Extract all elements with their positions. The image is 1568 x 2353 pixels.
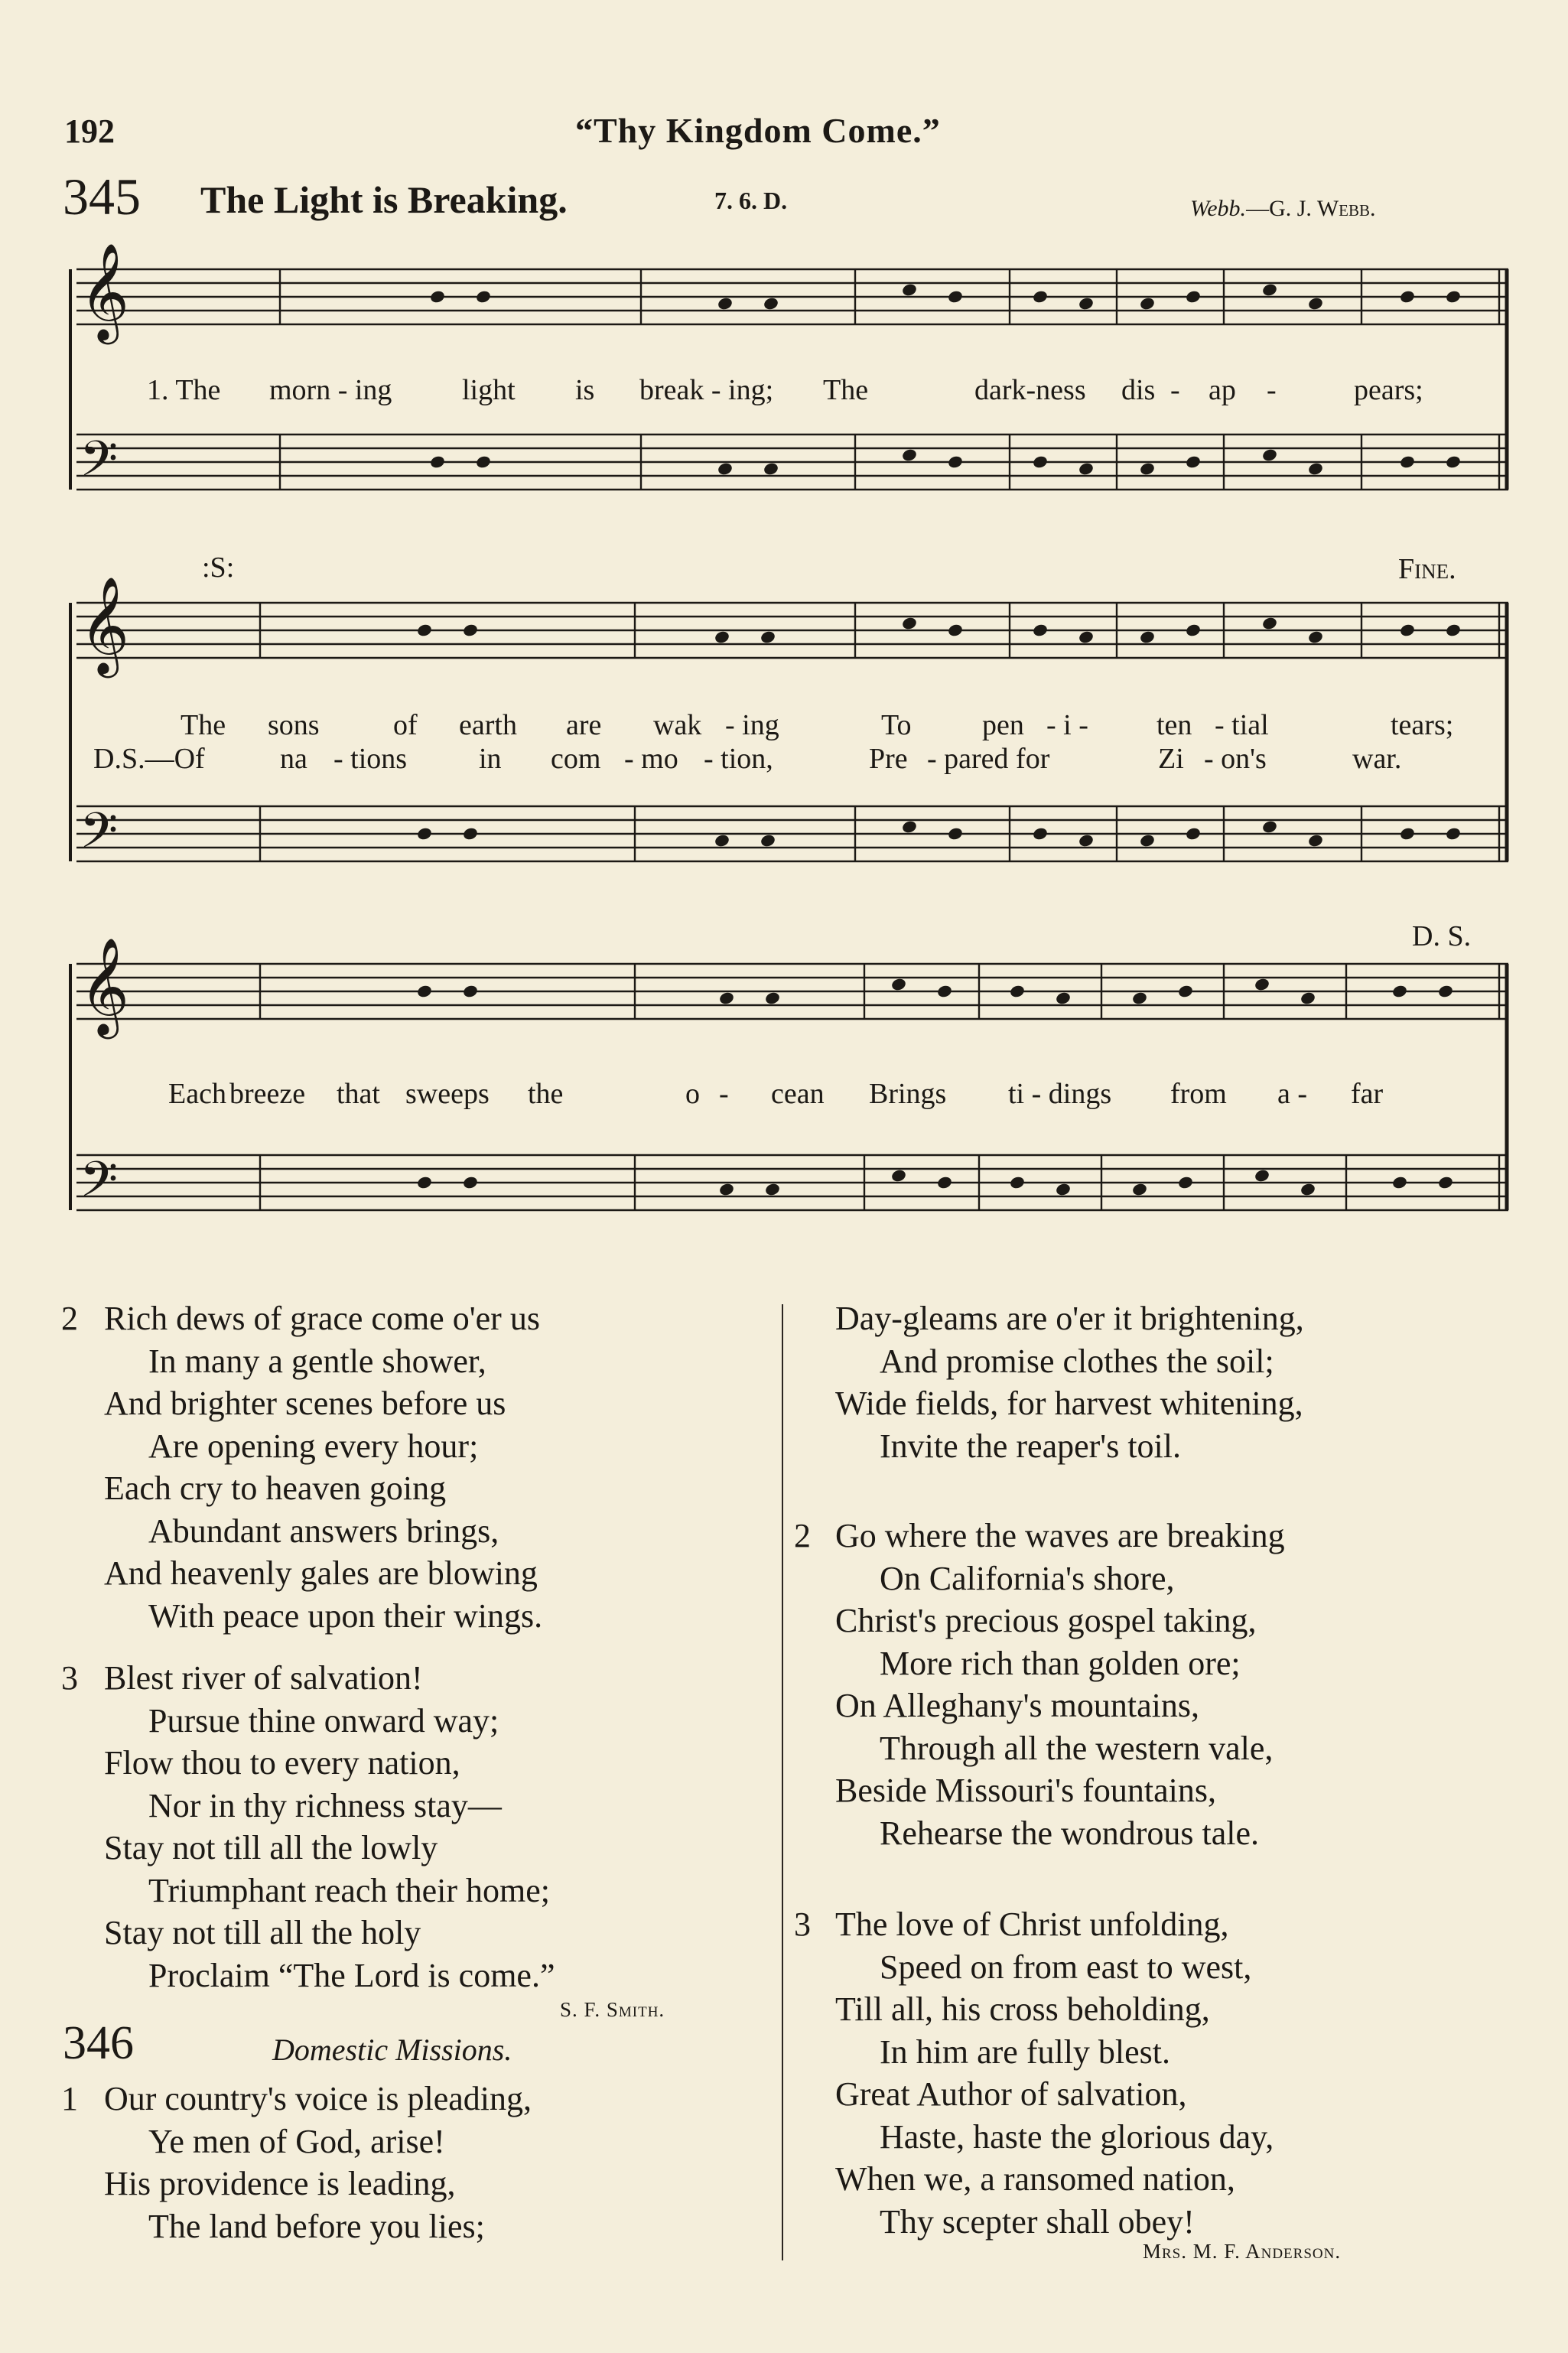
note-head (1185, 623, 1202, 637)
note-head (1139, 833, 1156, 848)
lyric-syllable: - tial (1215, 709, 1269, 741)
note-head (1300, 1182, 1316, 1196)
verse-line: Invite the reaper's toil. (880, 1427, 1182, 1465)
note-head (475, 289, 492, 304)
note-head (936, 1175, 953, 1190)
hymn-title: Domestic Missions. (272, 2032, 512, 2067)
lyric-syllable: in (479, 743, 502, 775)
lyric-syllable: are (566, 709, 602, 741)
note-head (890, 977, 907, 991)
note-head (763, 296, 779, 311)
note-head (1009, 984, 1026, 998)
verse-line: Triumphant reach their home; (148, 1871, 551, 1909)
lyric-syllable: - (719, 1078, 729, 1110)
lyric-syllable: o (685, 1078, 700, 1110)
note-head (1300, 991, 1316, 1005)
lyric-syllable: dark-ness (974, 374, 1086, 406)
verse-line: The land before you lies; (148, 2207, 485, 2245)
note-head (462, 1175, 479, 1190)
verse-line: Flow thou to every nation, (104, 1744, 460, 1782)
verse-line: Wide fields, for harvest whitening, (835, 1385, 1303, 1422)
verse-number: 1 (61, 2080, 78, 2117)
lyric-syllable: earth (459, 709, 517, 741)
lyric-syllable: ten (1156, 709, 1192, 741)
author-credit: Mrs. M. F. Anderson. (1143, 2240, 1342, 2263)
lyric-syllable: tears; (1391, 709, 1454, 741)
hymn-title: The Light is Breaking. (200, 178, 568, 221)
note-head (1391, 984, 1408, 998)
note-head (1055, 1182, 1072, 1196)
composer-name: —G. J. Webb. (1246, 196, 1376, 221)
lyric-syllable: a - (1277, 1078, 1308, 1110)
note-head (1437, 1175, 1454, 1190)
note-head (760, 630, 776, 644)
verse-line: And heavenly gales are blowing (104, 1554, 538, 1592)
note-head (947, 289, 964, 304)
note-head (1261, 616, 1278, 630)
column-divider (782, 1304, 783, 2260)
verse-line: Pursue thine onward way; (148, 1701, 499, 1740)
lyric-syllable: cean (771, 1078, 825, 1110)
note-head (901, 282, 918, 297)
verse-line: More rich than golden ore; (880, 1644, 1241, 1682)
verse-line: Thy scepter shall obey! (880, 2202, 1195, 2241)
note-head (901, 819, 918, 834)
verse-line: Stay not till all the holy (104, 1914, 421, 1951)
verse-line: Till all, his cross beholding, (835, 1990, 1210, 2028)
note-head (1078, 833, 1095, 848)
page-number: 192 (64, 112, 115, 150)
verse-line: Each cry to heaven going (104, 1469, 447, 1507)
note-head (947, 623, 964, 637)
note-head (1131, 1182, 1148, 1196)
verse-line: Go where the waves are breaking (835, 1517, 1285, 1554)
note-head (1185, 289, 1202, 304)
note-head (1307, 630, 1324, 644)
lyric-syllable: Each (168, 1078, 226, 1110)
lyric-syllable: - (1170, 374, 1180, 406)
verse-line: Nor in thy richness stay— (148, 1786, 502, 1824)
note-head (1399, 289, 1416, 304)
verse-line: Day-gleams are o'er it brightening, (835, 1300, 1304, 1337)
note-head (462, 984, 479, 998)
lyric-syllable: sweeps (405, 1078, 490, 1110)
lyric-syllable: of (393, 709, 418, 741)
lyric-syllable: far (1351, 1078, 1384, 1110)
note-head (1445, 289, 1462, 304)
lyric-syllable: - tions (333, 743, 408, 775)
verse-line: Great Author of salvation, (835, 2075, 1187, 2113)
lyric-syllable: - on's (1204, 743, 1267, 775)
note-head (763, 461, 779, 476)
verse-line: Beside Missouri's fountains, (835, 1772, 1217, 1809)
note-head (1437, 984, 1454, 998)
lyric-syllable: - pared for (927, 743, 1050, 775)
verse-line: Are opening every hour; (148, 1427, 479, 1465)
note-head (890, 1168, 907, 1183)
lyric-syllable: 1. The (147, 374, 221, 406)
lyric-syllable: the (528, 1078, 564, 1110)
verse-line: And brighter scenes before us (104, 1385, 506, 1422)
lyric-syllable: com (551, 743, 601, 775)
note-head (1032, 454, 1049, 469)
lyric-syllable: - mo (624, 743, 678, 775)
verse-line: Stay not till all the lowly (104, 1829, 438, 1866)
note-head (1078, 296, 1095, 311)
verse-line: The love of Christ unfolding, (835, 1906, 1229, 1943)
note-head (462, 826, 479, 841)
clef-glyph: 𝄢 (80, 1151, 119, 1221)
note-head (764, 1182, 781, 1196)
note-head (1139, 630, 1156, 644)
lyric-syllable: Zi (1158, 743, 1184, 775)
note-head (1009, 1175, 1026, 1190)
lyric-syllable: sons (268, 709, 320, 741)
lyric-syllable: war. (1352, 743, 1402, 775)
note-head (1185, 454, 1202, 469)
lyric-syllable: dis (1121, 374, 1156, 406)
verse-number: 2 (794, 1517, 811, 1554)
lyric-syllable: D.S.—Of (93, 743, 205, 775)
verse-number: 3 (61, 1659, 78, 1697)
lyric-syllable: is (575, 374, 595, 406)
note-head (1307, 833, 1324, 848)
note-head (1139, 461, 1156, 476)
verse-line: Speed on from east to west, (880, 1948, 1252, 1986)
note-head (1261, 282, 1278, 297)
running-title: “Thy Kingdom Come.” (575, 111, 941, 150)
lyric-syllable: Brings (869, 1078, 947, 1110)
clef-glyph: 𝄢 (80, 431, 119, 500)
note-head (1177, 1175, 1194, 1190)
verse-line: Rehearse the wondrous tale. (880, 1814, 1260, 1852)
note-head (1261, 819, 1278, 834)
note-head (1445, 623, 1462, 637)
note-head (1032, 826, 1049, 841)
lyric-syllable: na (280, 743, 307, 775)
note-head (947, 454, 964, 469)
verse-line: On California's shore, (880, 1559, 1175, 1597)
lyric-syllable: - tion, (704, 743, 773, 775)
note-head (1185, 826, 1202, 841)
clef-glyph: 𝄞 (80, 242, 130, 340)
verse-line: Rich dews of grace come o'er us (104, 1300, 540, 1337)
note-head (760, 833, 776, 848)
note-head (718, 1182, 735, 1196)
note-head (429, 454, 446, 469)
note-head (1445, 826, 1462, 841)
clef-glyph: 𝄞 (80, 936, 130, 1035)
lyric-syllable: - (1267, 374, 1277, 406)
note-head (1131, 991, 1148, 1005)
verse-line: Haste, haste the glorious day, (880, 2117, 1274, 2156)
hymn-meter: 7. 6. D. (714, 187, 788, 214)
note-head (1078, 630, 1095, 644)
verse-number: 2 (61, 1300, 78, 1337)
verse-line: In him are fully blest. (880, 2032, 1171, 2071)
verse-line: With peace upon their wings. (148, 1596, 543, 1635)
lyric-syllable: pen (982, 709, 1024, 741)
segno-marker: :S: (202, 552, 235, 584)
lyric-syllable: - ing (725, 709, 779, 741)
note-head (1032, 289, 1049, 304)
lyric-syllable: ti - dings (1008, 1078, 1112, 1110)
tune-name: Webb. (1190, 196, 1247, 221)
note-head (901, 447, 918, 462)
lyric-syllable: pears; (1354, 374, 1423, 406)
note-head (1399, 826, 1416, 841)
note-head (717, 296, 734, 311)
note-head (1254, 1168, 1270, 1183)
note-head (462, 623, 479, 637)
verse-line: Blest river of salvation! (104, 1659, 423, 1697)
lyric-syllable: break - ing; (639, 374, 774, 406)
verse-line: Abundant answers brings, (148, 1512, 499, 1550)
lyric-syllable: breeze (229, 1078, 306, 1110)
note-head (901, 616, 918, 630)
fine-marker: Fine. (1398, 553, 1456, 585)
lyric-syllable: from (1170, 1078, 1227, 1110)
hymn-number: 346 (63, 2017, 134, 2069)
verse-line: Christ's precious gospel taking, (835, 1602, 1257, 1639)
lyric-syllable: wak (653, 709, 702, 741)
verse-line: When we, a ransomed nation, (835, 2160, 1235, 2198)
ds-marker: D. S. (1412, 920, 1472, 952)
lyric-syllable: Pre (869, 743, 908, 775)
note-head (717, 461, 734, 476)
verse-line: In many a gentle shower, (148, 1342, 486, 1380)
note-head (1177, 984, 1194, 998)
note-head (475, 454, 492, 469)
note-head (936, 984, 953, 998)
note-head (416, 623, 433, 637)
note-head (1055, 991, 1072, 1005)
note-head (764, 991, 781, 1005)
lyric-syllable: - i - (1046, 709, 1088, 741)
note-head (416, 1175, 433, 1190)
verse-line: On Alleghany's mountains, (835, 1687, 1200, 1724)
note-head (718, 991, 735, 1005)
lyric-syllable: light (462, 374, 516, 406)
note-head (947, 826, 964, 841)
lyric-syllable: that (337, 1078, 380, 1110)
hymn-number: 345 (63, 168, 141, 226)
note-head (1139, 296, 1156, 311)
note-head (1399, 454, 1416, 469)
note-head (429, 289, 446, 304)
lyric-syllable: The (823, 374, 869, 406)
note-head (714, 630, 730, 644)
note-head (1307, 296, 1324, 311)
verse-line: His providence is leading, (104, 2165, 456, 2202)
lyric-syllable: To (881, 709, 912, 741)
lyric-syllable: ap (1209, 374, 1236, 406)
verse-line: Our country's voice is pleading, (104, 2080, 532, 2117)
verse-number: 3 (794, 1906, 811, 1943)
author-credit: S. F. Smith. (560, 1998, 665, 2021)
note-head (1078, 461, 1095, 476)
note-head (416, 984, 433, 998)
note-head (1254, 977, 1270, 991)
lyric-syllable: morn - ing (269, 374, 392, 406)
note-head (1261, 447, 1278, 462)
verse-line: Through all the western vale, (880, 1729, 1274, 1767)
clef-glyph: 𝄢 (80, 802, 119, 872)
verse-line: And promise clothes the soil; (880, 1342, 1274, 1380)
note-head (1399, 623, 1416, 637)
note-head (416, 826, 433, 841)
verse-line: Ye men of God, arise! (148, 2122, 445, 2160)
note-head (1391, 1175, 1408, 1190)
note-head (1307, 461, 1324, 476)
note-head (1032, 623, 1049, 637)
note-head (714, 833, 730, 848)
clef-glyph: 𝄞 (80, 575, 130, 674)
verse-line: Proclaim “The Lord is come.” (148, 1956, 555, 1994)
lyric-syllable: The (181, 709, 226, 741)
note-head (1445, 454, 1462, 469)
